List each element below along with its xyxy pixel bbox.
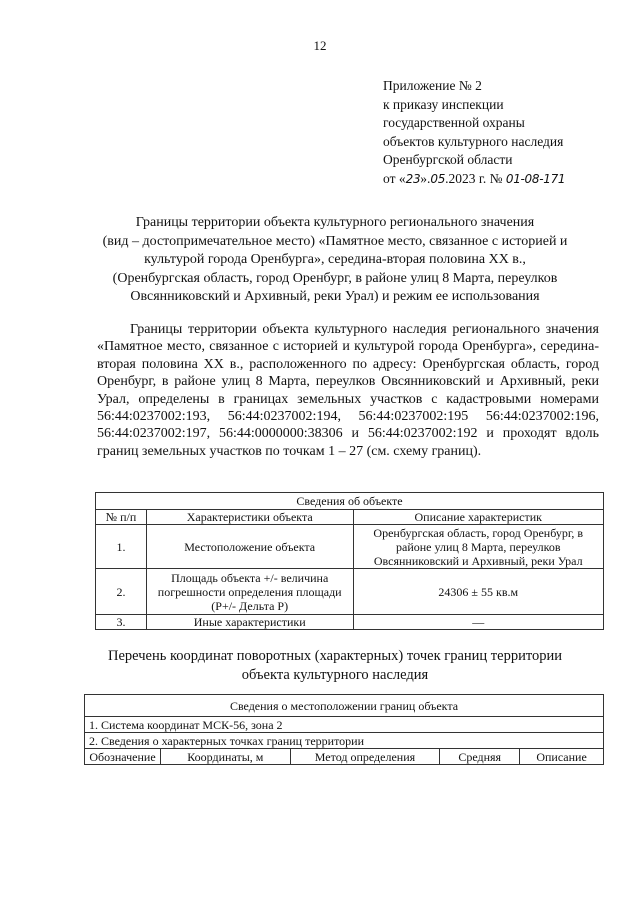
page-number: 12 — [313, 38, 327, 53]
coordinates-title — [70, 647, 600, 684]
table-caption: Сведения о местоположении границ объекта — [85, 695, 604, 717]
table-row — [96, 569, 604, 615]
handwritten-month: 05 — [430, 171, 446, 186]
column-header: Координаты, м — [160, 749, 290, 765]
title-line: (Оренбургская область, город Оренбург, в районе улиц 8 Марта, переулков — [112, 270, 558, 286]
column-header: Средняя — [440, 749, 520, 765]
date-mid: ». — [420, 170, 431, 186]
characteristic-name: Местоположение объекта — [146, 525, 353, 569]
appendix-line: объектов культурного наследия — [383, 133, 564, 149]
appendix-title: Приложение № 2 — [383, 78, 482, 93]
title-line: Перечень координат поворотных (характерных) точек границ территории — [107, 648, 563, 664]
boundary-points-row: 2. Сведения о характерных точках границ территории — [85, 733, 604, 749]
title-line: культурой города Оренбурга», середина-вторая половина XX в., — [144, 252, 526, 267]
coordinate-system-row: 1. Система координат МСК-56, зона 2 — [85, 717, 604, 733]
column-header: Описание — [520, 749, 604, 765]
characteristic-name: Площадь объекта +/- величина погрешности определения площади (Р+/- Дельта Р) — [146, 569, 353, 615]
appendix-block — [383, 77, 565, 188]
title-line: Овсянниковский и Архивный, реки Урал) и режим ее использования — [130, 289, 540, 304]
appendix-date-line — [383, 170, 565, 189]
appendix-line: государственной охраны — [383, 115, 525, 130]
row-number: 2. — [96, 569, 147, 615]
column-header: № п/п — [96, 510, 147, 525]
table-caption: Сведения об объекте — [96, 493, 604, 510]
date-year: .2023 г. № — [445, 170, 503, 186]
paragraph-text: Границы территории объекта культурного наследия регионального значения «Памятное место, связанное с историей и культурой города Оренбурга», середина-вторая половина XX в., расположенного по адресу: Оренбургская область, город Оренбург, в районе улиц 8 Марта, переулков Овсянниковский и Архивный, реки Урал, определены в границах земельных участков с кадастровыми номерами 56:44:0237002:193, 56:44:0237002:194, 56:44:0237002:195 56:44:0237002:196, 56:44:0237002:197, 56:44:0000000:38306 и 56:44:0237002:192 и проходят вдоль границ земельных участков по точкам 1 – 27 (см. схему границ). — [97, 322, 599, 459]
column-header: Характеристики объекта — [146, 510, 353, 525]
table-row — [96, 615, 604, 630]
body-paragraph — [97, 321, 599, 460]
row-number: 3. — [96, 615, 147, 630]
characteristic-value: — — [353, 615, 603, 630]
document-title — [70, 214, 600, 307]
date-prefix: от « — [383, 170, 406, 186]
title-line: объекта культурного наследия — [241, 666, 429, 683]
characteristic-name: Иные характеристики — [146, 615, 353, 630]
column-header: Обозначение — [85, 749, 161, 765]
appendix-line: к приказу инспекции — [383, 96, 504, 112]
column-header: Метод определения — [290, 749, 440, 765]
title-line: Границы территории объекта культурного регионального значения — [135, 215, 535, 230]
object-info-table — [95, 492, 604, 630]
handwritten-day: 23 — [405, 171, 421, 186]
title-line: (вид – достопримечательное место) «Памятное место, связанное с историей и — [102, 233, 568, 249]
handwritten-doc-number: 01-08-171 — [505, 171, 566, 186]
appendix-line: Оренбургской области — [383, 152, 513, 167]
characteristic-value: Оренбургская область, город Оренбург, в районе улиц 8 Марта, переулков Овсянниковский и Архивный, реки Урал — [353, 525, 603, 569]
characteristic-value: 24306 ± 55 кв.м — [353, 569, 603, 615]
column-header: Описание характеристик — [353, 510, 603, 525]
location-table — [84, 694, 604, 765]
table-row — [96, 525, 604, 569]
row-number: 1. — [96, 525, 147, 569]
